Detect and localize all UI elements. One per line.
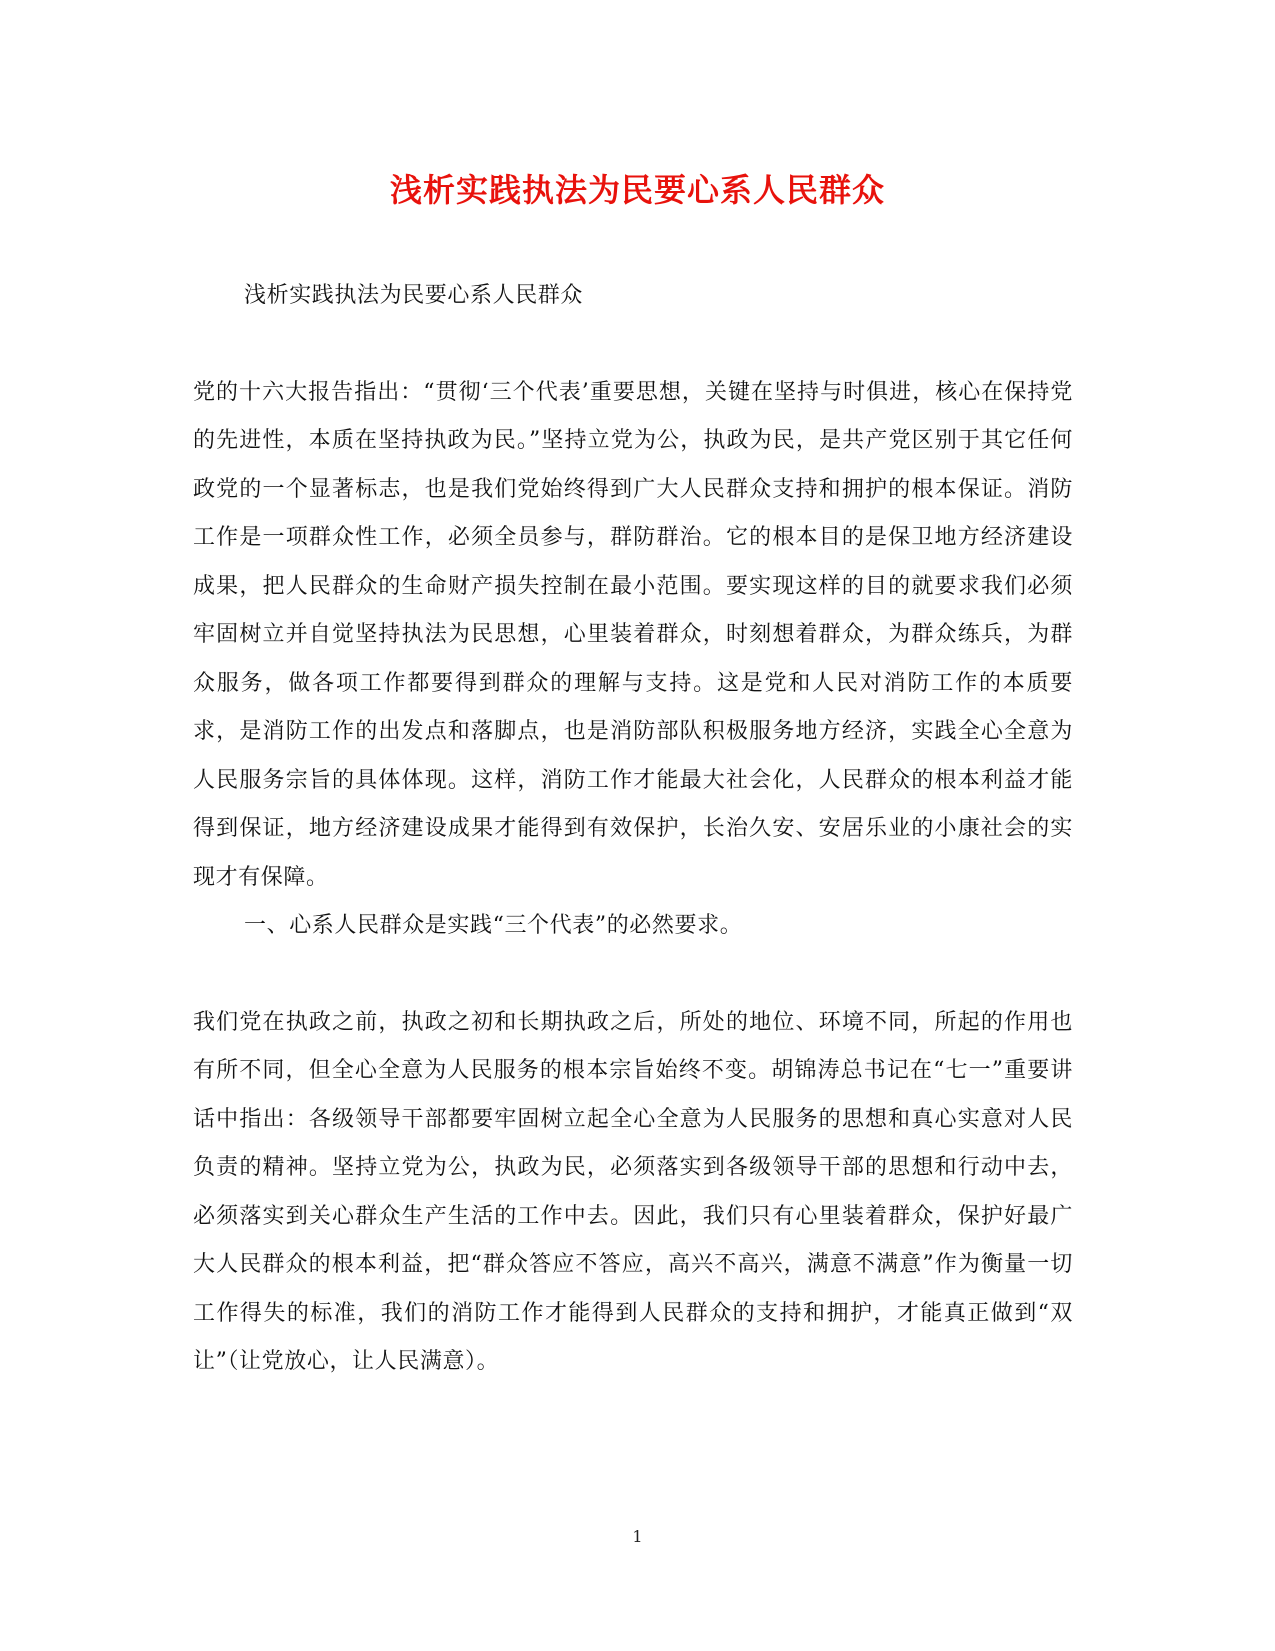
paragraph-2: 我们党在执政之前，执政之初和长期执政之后，所处的地位、环境不同，所起的作用也有所不同，但全心全意为人民服务的根本宗旨始终不变。胡锦涛总书记在“七一”重要讲话中指出：各级领导干部都要牢固树立起全心全意为人民服务的思想和真心实意对人民负责的精神。坚持立党为公，执政为民，必须落实到各级领导干部的思想和行动中去，必须落实到关心群众生产生活的工作中去。因此，我们只有心里装着群众，保护好最广大人民群众的根本利益，把“群众答应不答应，高兴不高兴，满意不满意”作为衡量一切工作得失的标准，我们的消防工作才能得到人民群众的支持和拥护，才能真正做到“双让”（让党放心，让人民满意）。 [193,1009,1073,1374]
page-number: 1 [632,1527,643,1546]
document-body [193,272,1073,1387]
document-subtitle: 浅析实践执法为民要心系人民群众 [244,283,584,308]
section-heading-1: 一、心系人民群众是实践“三个代表”的必然要求。 [244,913,743,938]
document-title: 浅析实践执法为民要心系人民群众 [389,171,885,209]
paragraph-1: 党的十六大报告指出：“贯彻‘三个代表’重要思想，关键在坚持与时俱进，核心在保持党的先进性，本质在坚持执政为民。”坚持立党为公，执政为民，是共产党区别于其它任何政党的一个显著标志，也是我们党始终得到广大人民群众支持和拥护的根本保证。消防工作是一项群众性工作，必须全员参与，群防群治。它的根本目的是保卫地方经济建设成果，把人民群众的生命财产损失控制在最小范围。要实现这样的目的就要求我们必须牢固树立并自觉坚持执法为民思想，心里装着群众，时刻想着群众，为群众练兵，为群众服务，做各项工作都要得到群众的理解与支持。这是党和人民对消防工作的本质要求，是消防工作的出发点和落脚点，也是消防部队积极服务地方经济，实践全心全意为人民服务宗旨的具体体现。这样，消防工作才能最大社会化，人民群众的根本利益才能得到保证，地方经济建设成果才能得到有效保护，长治久安、安居乐业的小康社会的实现才有保障。 [193,379,1073,890]
